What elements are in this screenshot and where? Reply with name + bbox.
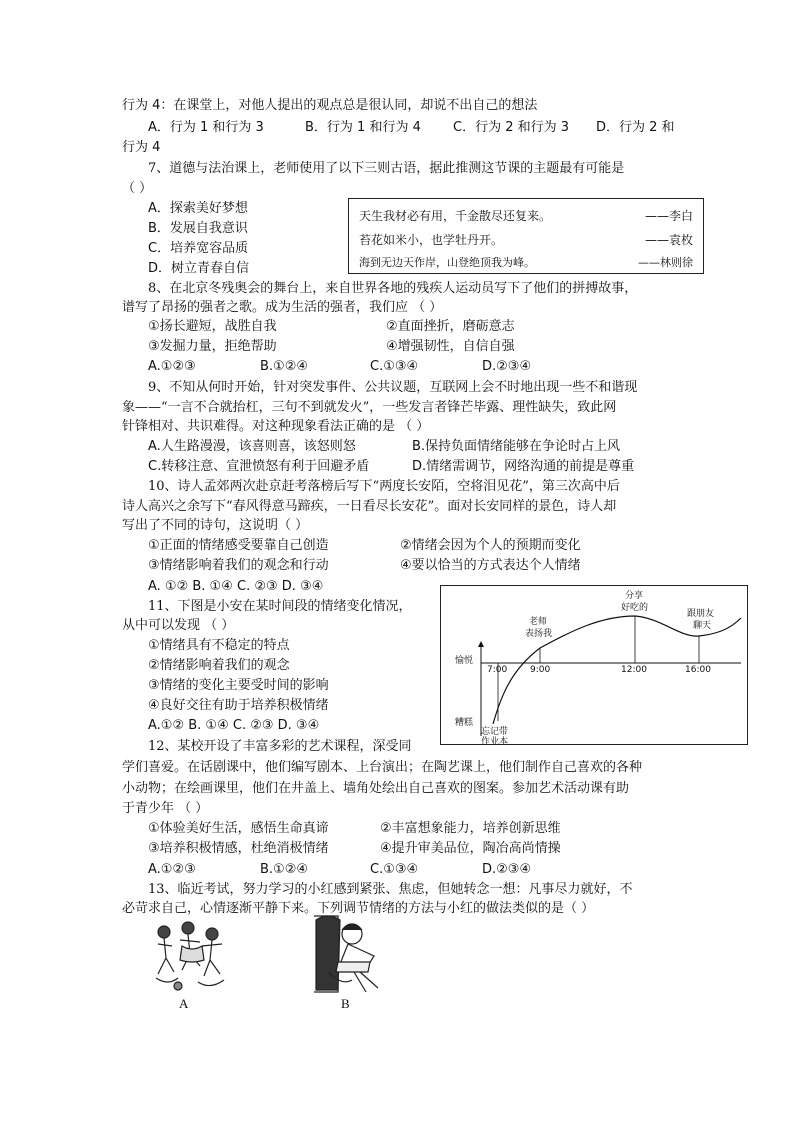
q12-stem-cont2: 小动物；在绘画课里，他们在井盖上、墙角处绘出自己喜欢的图案。参加艺术活动课有助 bbox=[122, 781, 630, 796]
q12-option-b: B.①②④ bbox=[260, 862, 309, 877]
event-label: 好吃的 bbox=[621, 603, 649, 613]
q8-option-c: C.①③④ bbox=[370, 359, 419, 374]
quote-box bbox=[348, 198, 704, 274]
q8-stem: 8、在北京冬残奥会的舞台上，来自世界各地的残疾人运动员写下了他们的拼搏故事， bbox=[148, 281, 638, 296]
time-label: 9:00 bbox=[530, 665, 551, 675]
emotion-chart-svg bbox=[441, 586, 749, 746]
q10-item-3: ③情绪影响着我们的观念和行动 bbox=[148, 558, 329, 573]
q11-options: A.①② B. ①④ C. ②③ D. ③④ bbox=[148, 718, 320, 733]
event-label: 聊天 bbox=[693, 621, 712, 631]
q10-stem: 10、诗人孟郊两次赴京赶考落榜后写下“两度长安陌，空将泪见花”，第三次高中后 bbox=[148, 479, 620, 494]
q8-item-4: ④增强韧性，自信自强 bbox=[386, 339, 515, 354]
q11-item-3: ③情绪的变化主要受时间的影响 bbox=[148, 678, 329, 693]
q6-option-c: C．行为 2 和行为 3 bbox=[453, 120, 570, 135]
q12-item-1: ①体验美好生活，感悟生命真谛 bbox=[148, 821, 329, 836]
quote-author: ——袁枚 bbox=[644, 233, 693, 247]
q8-item-3: ③发掘力量，拒绝帮助 bbox=[148, 339, 277, 354]
q10-options: A. ①② B. ①④ C. ②③ D. ③④ bbox=[148, 579, 324, 594]
time-label: 12:00 bbox=[621, 665, 647, 675]
q12-item-3: ③培养积极情感，杜绝消极情绪 bbox=[148, 841, 329, 856]
q7-option-d: D．树立青春自信 bbox=[148, 261, 250, 276]
event-label: 跟朋友 bbox=[687, 609, 715, 619]
q7-bracket: （ ） bbox=[122, 181, 153, 196]
q10-item-4: ④要以恰当的方式表达个人情绪 bbox=[400, 558, 581, 573]
quote-text: 海到无边天作岸，山登绝顶我为峰。 bbox=[359, 256, 535, 269]
q12-stem-cont3: 于青少年 （ ） bbox=[122, 801, 209, 816]
emotion-chart bbox=[440, 585, 748, 745]
time-label: 7:00 bbox=[487, 665, 508, 675]
q8-item-1: ①扬长避短，战胜自我 bbox=[148, 319, 277, 334]
q13-stem-cont: 必苛求自己，心情逐渐平静下来。下列调节情绪的方法与小红的做法类似的是（ ） bbox=[122, 901, 595, 916]
q9-stem-cont2: 针锋相对、共识难得。对这种现象看法正确的是 （ ） bbox=[122, 419, 430, 434]
event-label: 作业本 bbox=[481, 737, 509, 746]
q6-option-b: B．行为 1 和行为 4 bbox=[305, 120, 421, 135]
q11-stem-cont: 从中可以发现 （ ） bbox=[122, 618, 235, 633]
q7-stem: 7、道德与法治课上，老师使用了以下三则古语，据此推测这节课的主题最有可能是 bbox=[148, 161, 625, 176]
illustration-b bbox=[308, 912, 388, 998]
q12-stem-cont: 学们喜爱。在话剧课中，他们编写剧本、上台演出；在陶艺课上，他们制作自己喜欢的各种 bbox=[122, 760, 643, 775]
q7-option-c: C．培养宽容品质 bbox=[148, 241, 249, 256]
q12-item-4: ④提升审美品位，陶冶高尚情操 bbox=[380, 841, 561, 856]
caption-b: B bbox=[341, 996, 350, 1011]
q12-option-c: C.①③④ bbox=[370, 862, 419, 877]
q12-item-2: ②丰富想象能力，培养创新思维 bbox=[380, 821, 561, 836]
quote-text: 苔花如米小，也学牡丹开。 bbox=[359, 233, 504, 247]
q6-behavior4: 行为 4：在课堂上，对他人提出的观点总是很认同，却说不出自己的想法 bbox=[122, 98, 538, 113]
q8-option-b: B.①②④ bbox=[260, 359, 309, 374]
q12-option-a: A.①②③ bbox=[148, 862, 196, 877]
caption-a: A bbox=[179, 996, 189, 1011]
q8-option-d: D.②③④ bbox=[482, 359, 532, 374]
time-label: 16:00 bbox=[685, 665, 711, 675]
q9-option-a: A.人生路漫漫，该喜则喜，该怒则怒 bbox=[148, 439, 356, 454]
q9-stem: 9、不知从何时开始，针对突发事件、公共议题，互联网上会不时地出现一些不和谐现 bbox=[148, 380, 638, 395]
quote-text: 天生我材必有用，千金散尽还复来。 bbox=[359, 209, 552, 223]
event-label: 分享 bbox=[625, 591, 644, 601]
q7-option-b: B．发展自我意识 bbox=[148, 221, 248, 236]
q8-item-2: ②直面挫折，磨砺意志 bbox=[386, 319, 515, 334]
quote-author: ——李白 bbox=[644, 209, 693, 223]
q7-option-a: A．探索美好梦想 bbox=[148, 201, 248, 216]
q9-stem-cont: 象——“一言不合就抬杠，三句不到就发火”，一些发言者锋芒毕露、理性缺失，致此网 bbox=[122, 400, 617, 415]
q10-stem-cont2: 写出了不同的诗句，这说明（ ） bbox=[122, 518, 309, 533]
q10-stem-cont: 诗人高兴之余写下“春风得意马蹄疾，一日看尽长安花”。面对长安同样的景色，诗人却 bbox=[122, 499, 617, 514]
q9-option-b: B.保持负面情绪能够在争论时占上风 bbox=[412, 439, 621, 454]
q12-option-d: D.②③④ bbox=[482, 862, 532, 877]
q8-option-a: A.①②③ bbox=[148, 359, 196, 374]
q11-item-2: ②情绪影响着我们的观念 bbox=[148, 658, 290, 673]
q9-option-c: C.转移注意、宣泄愤怒有利于回避矛盾 bbox=[148, 459, 370, 474]
q11-item-1: ①情绪具有不稳定的特点 bbox=[148, 638, 290, 653]
q10-item-2: ②情绪会因为个人的预期而变化 bbox=[400, 538, 581, 553]
q6-option-a: A．行为 1 和行为 3 bbox=[148, 120, 264, 135]
q12-stem: 12、某校开设了丰富多彩的艺术课程，深受同 bbox=[148, 739, 412, 754]
illustration-a bbox=[148, 916, 233, 996]
q10-item-1: ①正面的情绪感受要靠自己创造 bbox=[148, 538, 329, 553]
q6-option-d: D．行为 2 和 bbox=[596, 120, 675, 135]
quote-author: ——林则徐 bbox=[638, 256, 693, 269]
event-label: 老师 bbox=[529, 617, 548, 627]
q6-option-d-tail: 行为 4 bbox=[122, 140, 161, 155]
y-label-bottom: 糟糕 bbox=[455, 718, 474, 728]
q9-option-d: D.情绪需调节，网络沟通的前提是尊重 bbox=[412, 459, 635, 474]
q8-stem-cont: 谱写了昂扬的强者之歌。成为生活的强者，我们应 （ ） bbox=[122, 300, 443, 315]
q13-stem: 13、临近考试，努力学习的小红感到紧张、焦虑，但她转念一想：凡事尽力就好，不 bbox=[148, 882, 633, 897]
event-label: 忘记带 bbox=[481, 727, 509, 737]
event-label: 表扬我 bbox=[525, 629, 553, 639]
q11-item-4: ④良好交往有助于培养积极情绪 bbox=[148, 698, 329, 713]
q11-stem: 11、下图是小安在某时间段的情绪变化情况， bbox=[148, 599, 412, 614]
y-label-top: 愉悦 bbox=[455, 656, 474, 666]
